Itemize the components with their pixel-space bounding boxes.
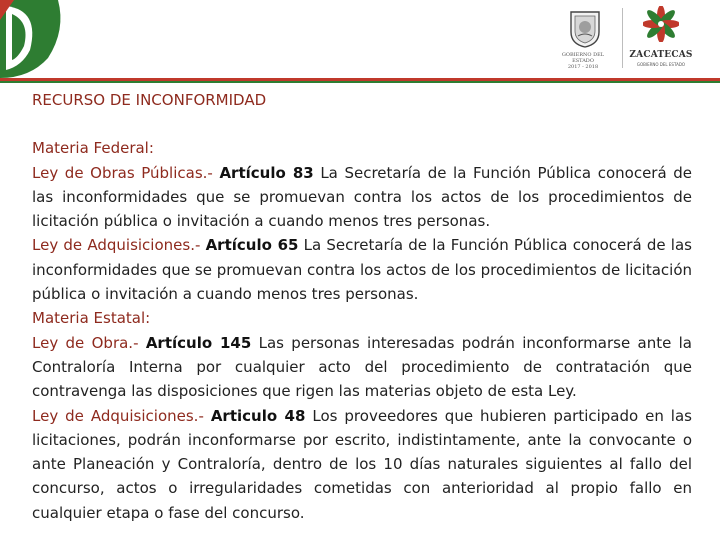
zacatecas-flower-icon (643, 6, 679, 42)
state-logo-block (628, 6, 694, 72)
state-name: ZACATECAS (629, 50, 693, 60)
paragraph-adquisiciones-federal (32, 233, 692, 306)
state-subtitle: GOBIERNO DEL ESTADO (636, 62, 686, 67)
paragraph-obras-publicas (32, 161, 692, 234)
materia-federal-label: Materia Federal: (32, 139, 154, 158)
materia-estatal-heading (32, 306, 692, 330)
law-name: Ley de Adquisiciones.- (32, 236, 201, 255)
article-text: Los proveedores que hubieren participado en las licitaciones, podrán inconformarse por escrito, indistintamente, ante la convocante o ante Planeación y Contraloría, dentro de los 10 días naturales siguientes al fallo del concurso, actos o irregularidades cometidas con anterioridad al propio fallo en cualquier etapa o fase del concurso. (32, 406, 692, 522)
seal-caption-line1: GOBIERNO DEL ESTADO (561, 52, 605, 64)
materia-estatal-label: Materia Estatal: (32, 309, 151, 328)
article-number: Articulo 48 (210, 406, 306, 425)
article-number: Artículo 83 (219, 163, 314, 182)
paragraph-obra-estatal (32, 331, 692, 404)
materia-federal-heading (32, 136, 692, 160)
document-title: RECURSO DE INCONFORMIDAD (32, 91, 267, 109)
paragraph-adquisiciones-estatal (32, 404, 692, 525)
header-divider (622, 8, 623, 68)
header-band (0, 0, 720, 80)
article-text: La Secretaría de la Función Pública conocerá de las inconformidades que se promuevan contra los actos de los procedimientos de licitación pública o invitación a cuando menos tres personas. (32, 163, 692, 231)
law-name: Ley de Adquisiciones.- (32, 406, 204, 425)
law-name: Ley de Obra.- (32, 333, 139, 352)
article-number: Artículo 65 (205, 236, 299, 255)
article-number: Artículo 145 (145, 333, 252, 352)
seal-caption (552, 52, 614, 70)
seal-icon (568, 10, 602, 48)
state-seal-block (552, 8, 614, 72)
law-name: Ley de Obras Públicas.- (32, 163, 213, 182)
article-text: Las personas interesadas podrán inconformarse ante la Contraloría Interna por cualquier acto del procedimiento de contratación que contravenga las disposiciones que rigen las materias objeto de esta Ley. (32, 333, 692, 401)
seal-caption-line2: 2017 - 2018 (567, 64, 599, 70)
document-body (32, 88, 692, 525)
header-rule-green (0, 81, 720, 83)
corner-leaf-logo-icon (0, 0, 72, 78)
article-text: La Secretaría de la Función Pública conocerá de las inconformidades que se promuevan contra los actos de los procedimientos de licitación pública o invitación a cuando menos tres personas. (32, 236, 692, 304)
